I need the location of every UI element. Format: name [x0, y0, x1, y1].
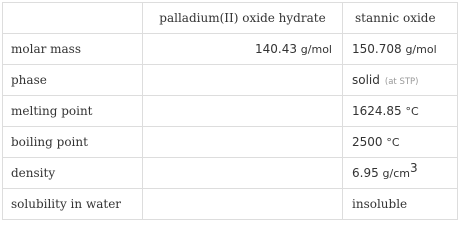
compound1-molar-mass-unit: g/mol — [300, 43, 332, 56]
compound2-boiling-point-unit: °C — [386, 136, 400, 149]
header-compound1: palladium(II) oxide hydrate — [143, 3, 343, 34]
header-empty-cell — [3, 3, 143, 34]
header-compound2: stannic oxide — [343, 3, 458, 34]
compound2-density-exponent: 3 — [410, 161, 418, 175]
row-label-melting-point: melting point — [3, 96, 143, 127]
row-label-solubility: solubility in water — [3, 189, 143, 220]
compound2-phase — [343, 65, 458, 96]
table-row — [3, 34, 458, 65]
header-row — [3, 3, 458, 34]
row-label-density: density — [3, 158, 143, 189]
compound1-boiling-point — [143, 127, 343, 158]
table-row — [3, 127, 458, 158]
compound2-density — [343, 158, 458, 189]
compound1-molar-mass-value: 140.43 — [254, 42, 297, 56]
compound2-melting-point — [343, 96, 458, 127]
row-label-boiling-point: boiling point — [3, 127, 143, 158]
compound1-molar-mass — [143, 34, 343, 65]
table-row — [3, 189, 458, 220]
compound1-phase — [143, 65, 343, 96]
compound1-solubility — [143, 189, 343, 220]
compound2-density-value: 6.95 — [352, 166, 379, 180]
compound2-density-unit: g/cm — [382, 167, 410, 180]
compound1-density — [143, 158, 343, 189]
compound2-boiling-point — [343, 127, 458, 158]
compound2-solubility: insoluble — [343, 189, 458, 220]
compound2-molar-mass — [343, 34, 458, 65]
compound1-melting-point — [143, 96, 343, 127]
compound2-melting-point-unit: °C — [405, 105, 419, 118]
properties-table — [2, 2, 458, 220]
compound2-molar-mass-unit: g/mol — [405, 43, 437, 56]
row-label-phase: phase — [3, 65, 143, 96]
row-label-molar-mass: molar mass — [3, 34, 143, 65]
compound2-molar-mass-value: 150.708 — [352, 42, 402, 56]
compound2-phase-condition: (at STP) — [384, 77, 419, 87]
table-row — [3, 96, 458, 127]
compound2-melting-point-value: 1624.85 — [352, 104, 402, 118]
table-row — [3, 158, 458, 189]
table-row — [3, 65, 458, 96]
compound2-boiling-point-value: 2500 — [352, 135, 383, 149]
compound2-phase-value: solid — [352, 73, 380, 87]
